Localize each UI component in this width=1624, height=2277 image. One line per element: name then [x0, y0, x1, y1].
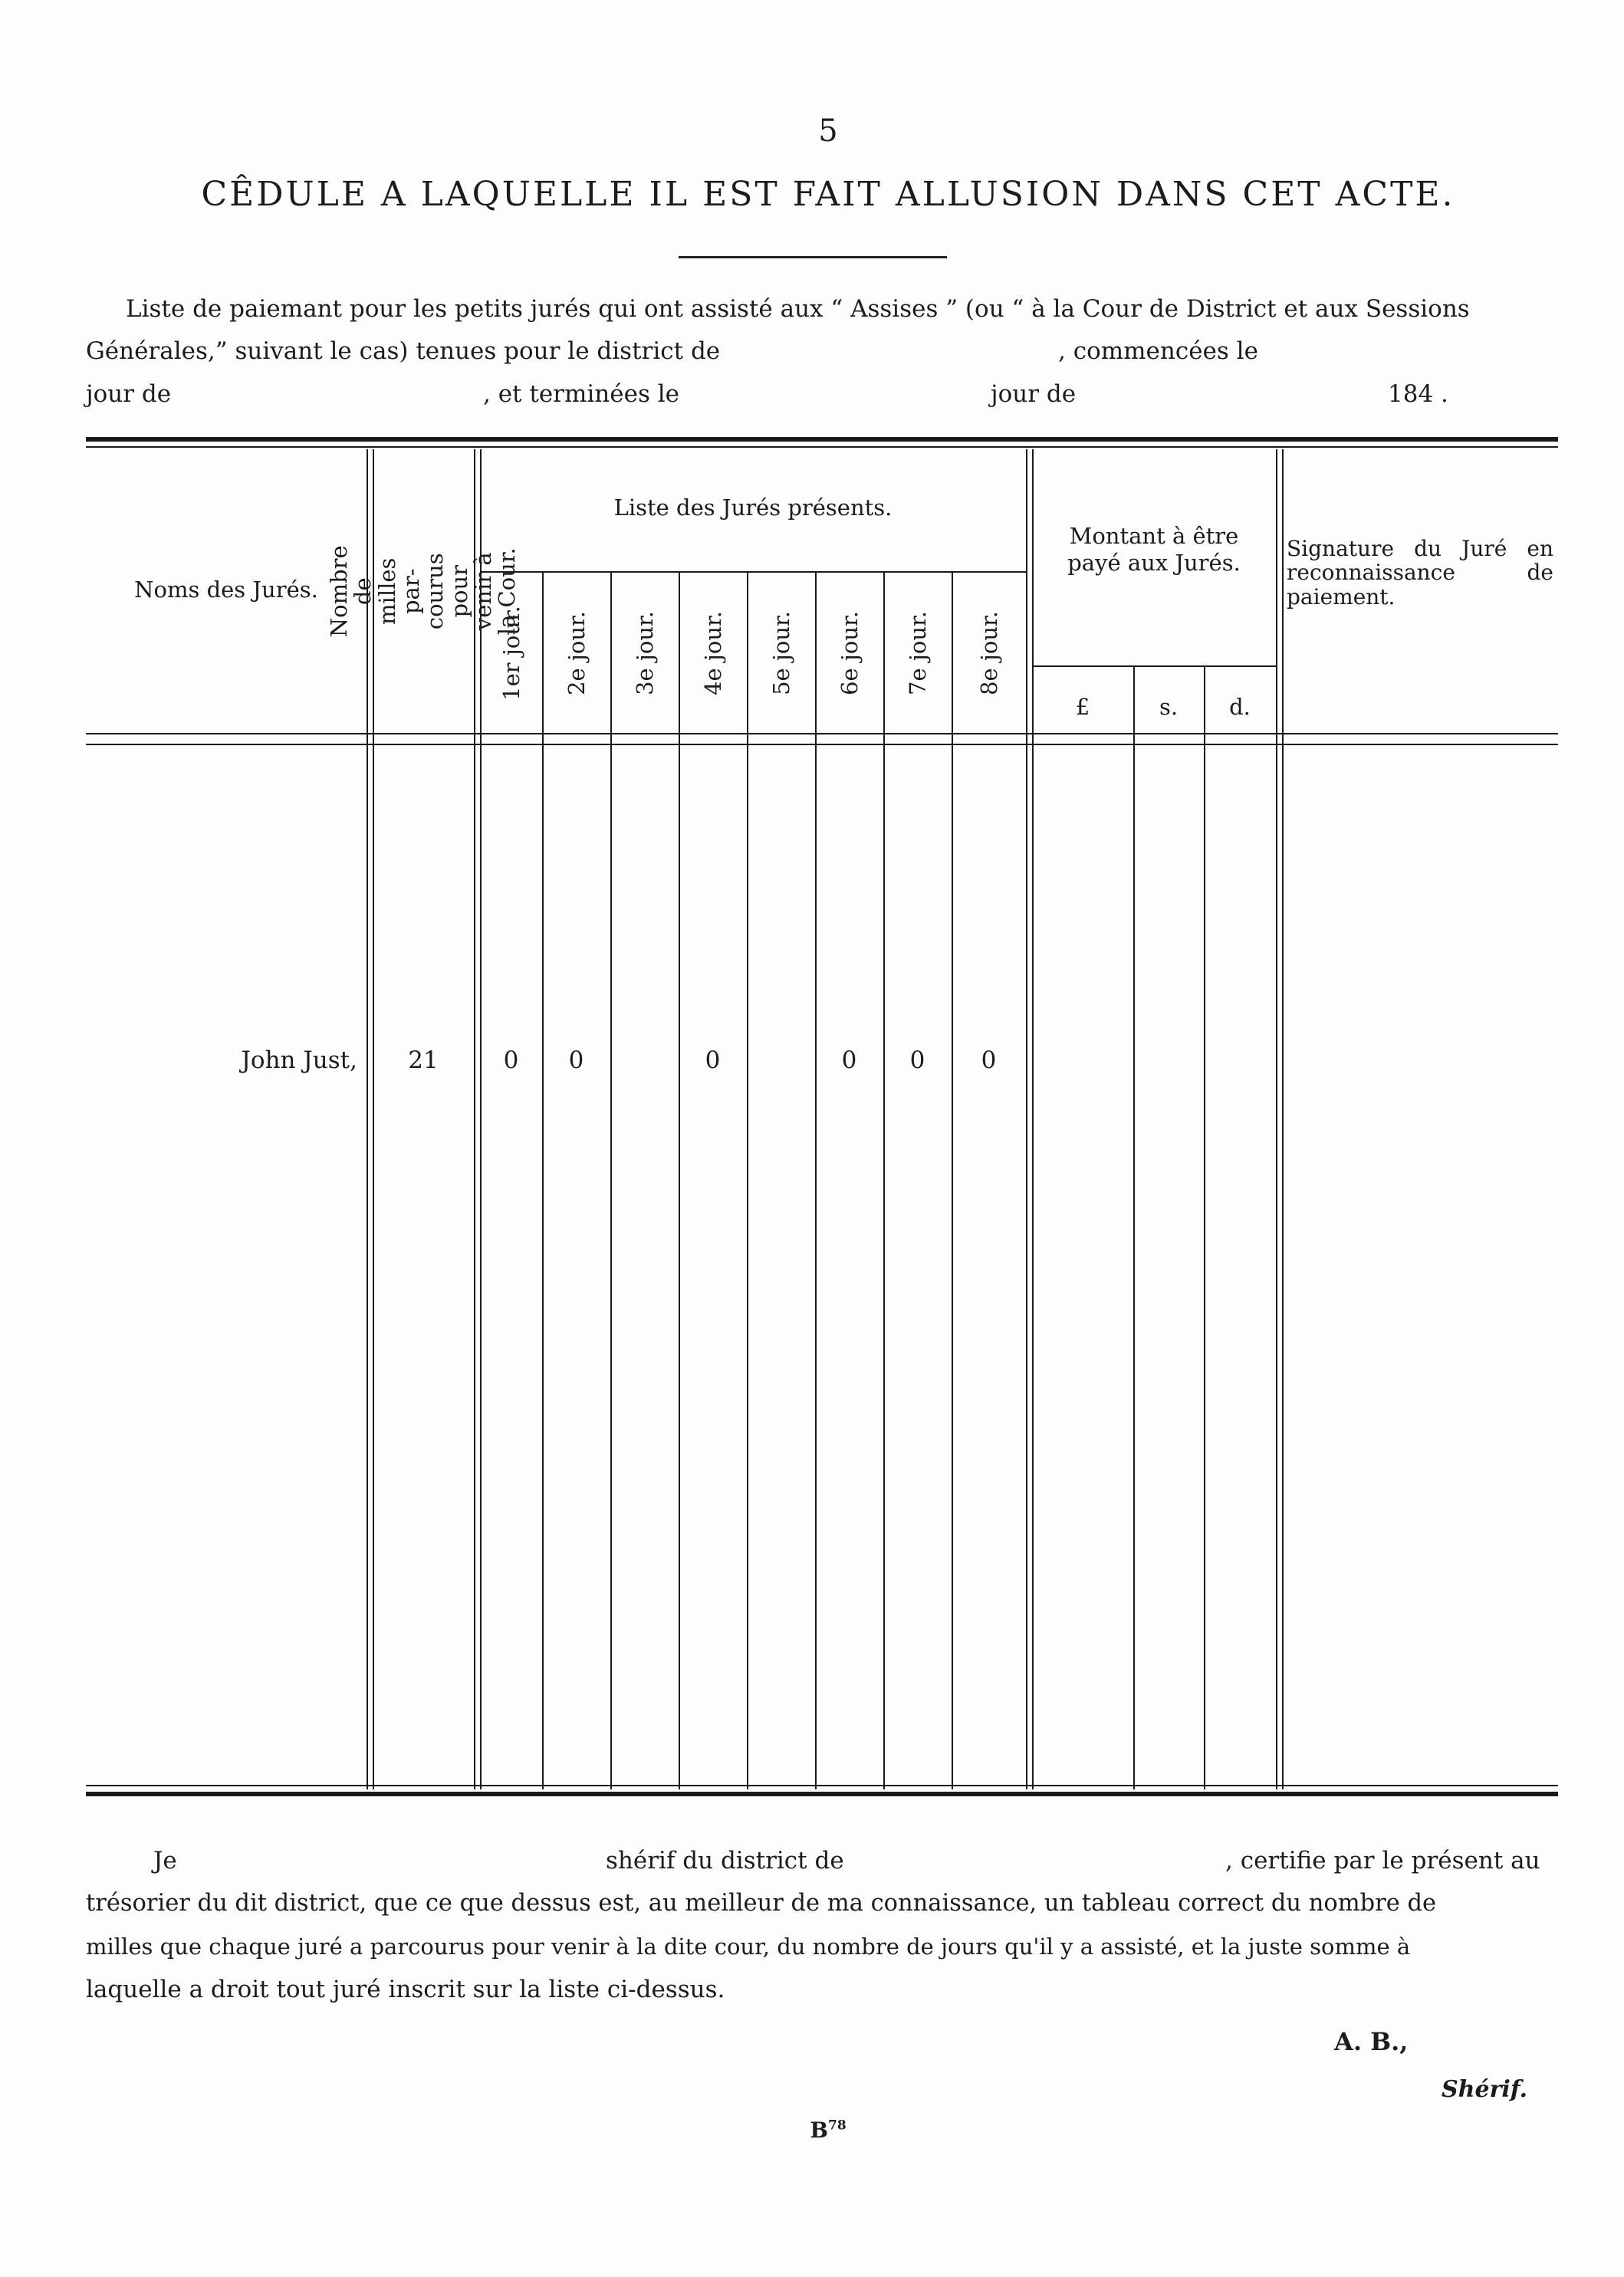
signature-mark-number: 78	[828, 2118, 847, 2134]
col-divider-day-2	[610, 571, 612, 1789]
signature-mark-letter: B	[810, 2118, 828, 2143]
table-bottom-rule	[86, 1792, 1558, 1796]
day-6-value: 0	[841, 1046, 857, 1074]
printer-signature-mark	[797, 2118, 859, 2143]
col-divider-day-1	[542, 571, 544, 1789]
header-day-4: 4e jour.	[699, 610, 726, 695]
title-divider	[679, 256, 947, 258]
header-day-5: 5e jour.	[768, 610, 794, 695]
intro-line-2-right: , commencées le	[1058, 337, 1258, 365]
col-divider-day-3	[679, 571, 680, 1789]
header-day-1: 1er jour.	[498, 605, 524, 701]
header-day-7: 7e jour.	[904, 610, 931, 695]
col-divider-day-5	[815, 571, 817, 1789]
col-divider-day-6	[883, 571, 885, 1789]
header-bottom-rule	[86, 733, 1558, 734]
header-day-8: 8e jour.	[975, 610, 1002, 695]
day-2-value: 0	[568, 1046, 584, 1074]
signer-initials: A. B.,	[1334, 2027, 1409, 2056]
col-divider-miles	[474, 449, 475, 1789]
col-divider-amount-end	[1276, 449, 1277, 1789]
header-miles-travelled: Nombre de milles par- courus pour venir à la Cour.	[325, 545, 520, 637]
certification-line-1-certify: , certifie par le présent au	[1225, 1847, 1540, 1875]
col-divider-pounds	[1133, 665, 1135, 1789]
currency-subheader-rule	[1032, 665, 1276, 667]
certification-line-1-sheriff: shérif du district de	[606, 1847, 844, 1875]
day-1-value: 0	[503, 1046, 519, 1074]
col-divider-day-4	[747, 571, 748, 1789]
miles-value: 21	[408, 1046, 439, 1074]
intro-line-3-jour: jour de	[86, 380, 172, 408]
col-divider-day-7	[952, 571, 953, 1789]
col-divider-days-end-2	[1032, 449, 1034, 1789]
table-bottom-rule-thin	[86, 1785, 1558, 1786]
header-pounds: £	[1075, 694, 1090, 720]
certification-line-4: laquelle a droit tout juré inscrit sur la liste ci-dessus.	[86, 1976, 725, 2003]
signer-title: Shérif.	[1442, 2076, 1528, 2103]
day-8-value: 0	[981, 1046, 997, 1074]
intro-line-3-jour-2: jour de	[991, 380, 1077, 408]
header-pence: d.	[1229, 694, 1251, 720]
table-top-rule-thin	[86, 446, 1558, 448]
juror-name: John Just,	[241, 1046, 357, 1074]
header-amount-payable: Montant à être payé aux Jurés.	[1067, 523, 1241, 576]
header-bottom-rule-2	[86, 744, 1558, 745]
header-day-2: 2e jour.	[563, 610, 590, 695]
intro-line-3-year: 184 .	[1388, 380, 1448, 408]
header-shillings: s.	[1159, 694, 1179, 720]
day-7-value: 0	[909, 1046, 925, 1074]
intro-line-1: Liste de paiemant pour les petits jurés qui ont assisté aux “ Assises ” (ou “ à la Cour de District et aux Sessions	[126, 295, 1470, 323]
col-divider-shillings	[1204, 665, 1205, 1789]
col-divider-names	[367, 449, 368, 1789]
header-juror-signature: Signature du Juré en reconnaissance de paiement.	[1287, 536, 1553, 610]
col-divider-amount-end-2	[1282, 449, 1284, 1789]
header-day-6: 6e jour.	[836, 610, 863, 695]
table-top-rule	[86, 437, 1558, 442]
intro-line-3-terminees: , et terminées le	[483, 380, 679, 408]
header-jurors-present: Liste des Jurés présents.	[613, 495, 893, 521]
day-4-value: 0	[705, 1046, 721, 1074]
header-day-3: 3e jour.	[631, 610, 658, 695]
page-title: CÊDULE A LAQUELLE IL EST FAIT ALLUSION DANS CET ACTE.	[201, 175, 1455, 214]
page-number: 5	[818, 113, 838, 149]
header-juror-names: Noms des Jurés.	[134, 577, 318, 603]
intro-line-2-left: Générales,” suivant le cas) tenues pour le district de	[86, 337, 721, 365]
certification-line-1-je: Je	[153, 1847, 177, 1875]
certification-line-2: trésorier du dit district, que ce que dessus est, au meilleur de ma connaissance, un tableau correct du nombre de	[86, 1890, 1437, 1917]
certification-line-3: milles que chaque juré a parcourus pour venir à la dite cour, du nombre de jours qu'il y a assisté, et la juste somme à	[86, 1934, 1411, 1960]
col-divider-days-end	[1026, 449, 1027, 1789]
